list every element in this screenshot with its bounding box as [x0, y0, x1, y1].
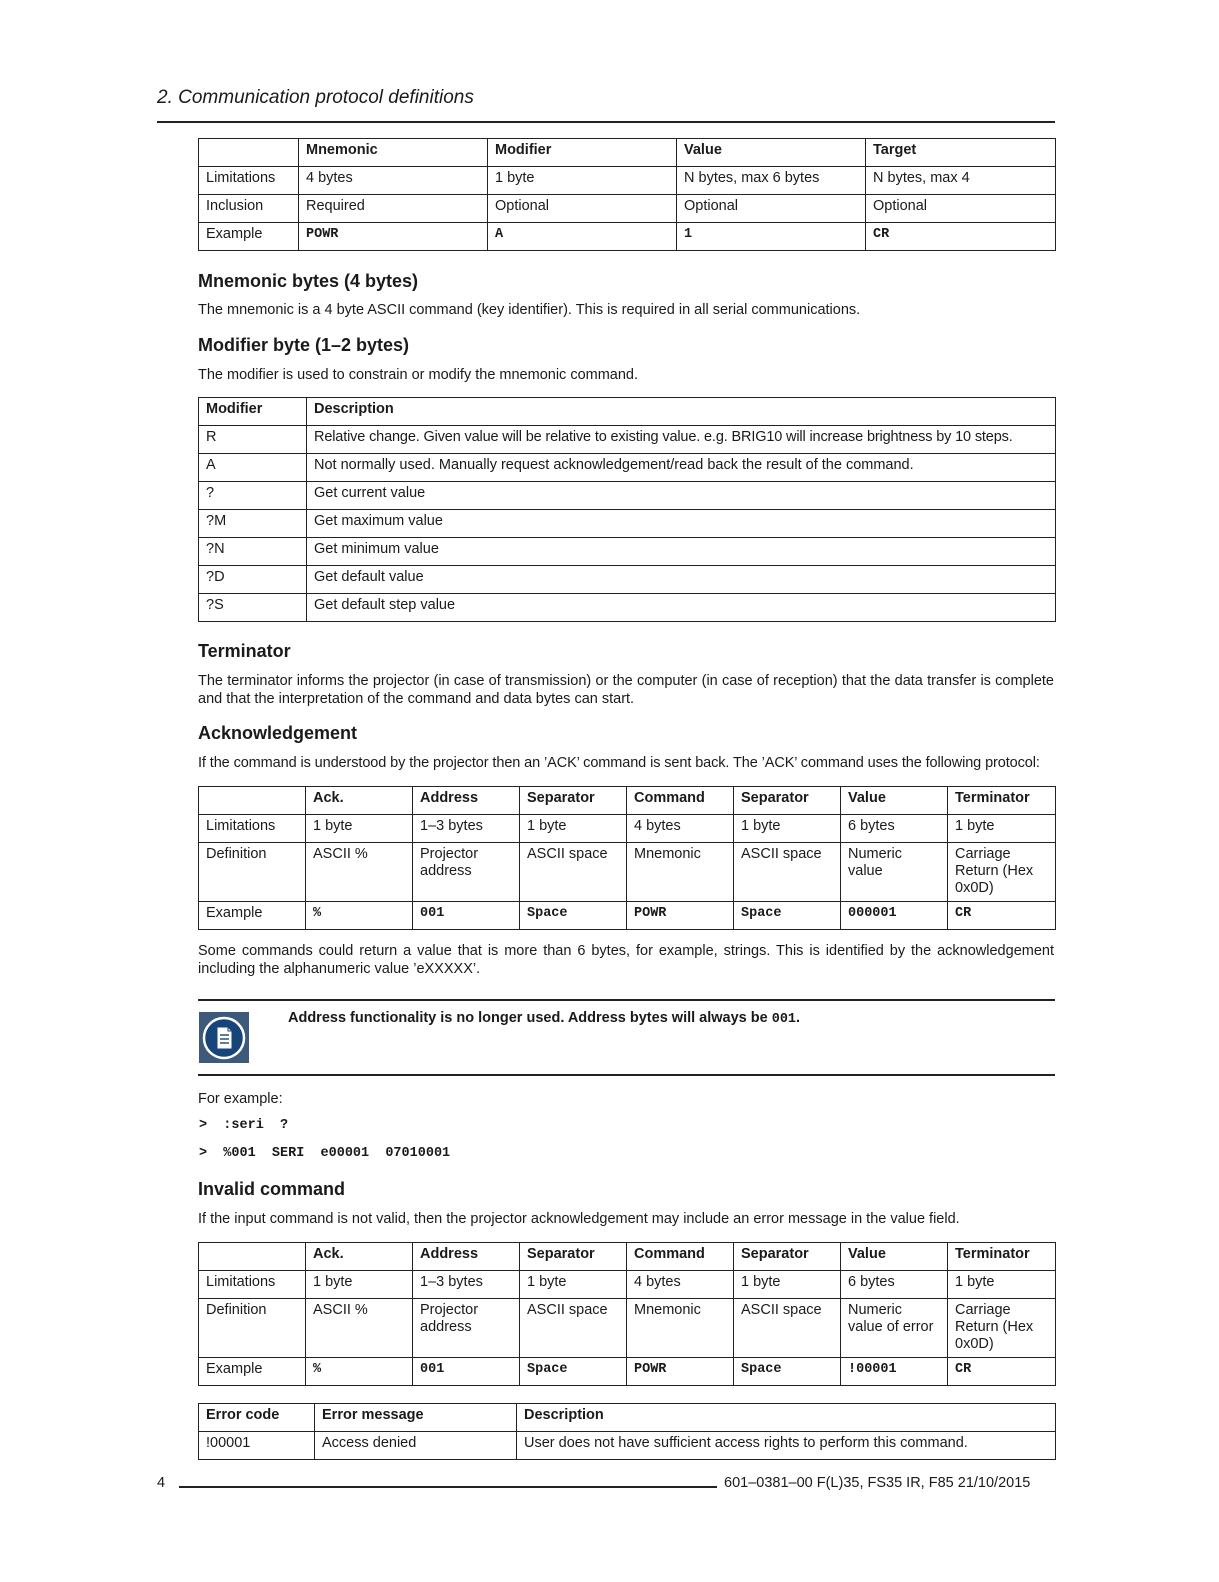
table-header-cell: Ack. [306, 787, 413, 815]
table-cell: User does not have sufficient access rights to perform this command. [517, 1432, 1056, 1460]
table-cell: Definition [199, 843, 306, 902]
note-text-main: Address functionality is no longer used. Address bytes will always be [288, 1010, 772, 1026]
table-header-row [199, 787, 1056, 815]
table-cell: ASCII space [734, 1299, 841, 1358]
table-cell: 1 byte [734, 1271, 841, 1299]
table-row [199, 1432, 1056, 1460]
table-cell: ?D [199, 566, 307, 594]
table-cell: Optional [866, 195, 1056, 223]
table-row [199, 538, 1056, 566]
table-cell: Get default step value [307, 594, 1056, 622]
note-icon [199, 1012, 249, 1063]
table-header-cell: Terminator [948, 1243, 1056, 1271]
table-header-row [199, 1243, 1056, 1271]
page-number: 4 [157, 1475, 166, 1491]
section-heading-terminator: Terminator [198, 641, 291, 661]
invalid-text: If the input command is not valid, then the projector acknowledgement may include an error message in the value field. [198, 1211, 960, 1227]
table-cell: Optional [488, 195, 677, 223]
table-row [199, 815, 1056, 843]
table-cell: !00001 [841, 1358, 948, 1386]
mnemonic-text: The mnemonic is a 4 byte ASCII command (key identifier). This is required in all serial communications. [198, 302, 861, 318]
table-cell: CR [866, 223, 1056, 251]
table-cell: Relative change. Given value will be relative to existing value. e.g. BRIG10 will increase brightness by 10 steps. [307, 426, 1056, 454]
modifier-table [198, 397, 1056, 622]
table-cell: Inclusion [199, 195, 299, 223]
table-cell: Mnemonic [627, 843, 734, 902]
table-cell: N bytes, max 6 bytes [677, 167, 866, 195]
table-cell: Carriage Return (Hex 0x0D) [948, 1299, 1056, 1358]
table-cell: POWR [299, 223, 488, 251]
example-code-line-2: > %001 SERI e00001 07010001 [199, 1146, 451, 1161]
table-cell: 001 [413, 902, 520, 930]
note-code: 001 [771, 1012, 797, 1027]
table-header-cell: Target [866, 139, 1056, 167]
section-heading-acknowledgement: Acknowledgement [198, 723, 358, 743]
table-cell: 1 byte [948, 1271, 1056, 1299]
table-cell: 1 byte [306, 1271, 413, 1299]
table-cell: Example [199, 902, 306, 930]
table-cell: Definition [199, 1299, 306, 1358]
acknowledgement-text: If the command is understood by the projector then an ’ACK’ command is sent back. The ’ACK’ command uses the following protocol: [198, 755, 1040, 771]
table-cell: ASCII space [520, 1299, 627, 1358]
table-cell: A [199, 454, 307, 482]
table-header-cell: Address [413, 787, 520, 815]
table-cell: Space [520, 1358, 627, 1386]
table-cell: Limitations [199, 167, 299, 195]
table-header-cell: Value [841, 1243, 948, 1271]
table-cell: ASCII % [306, 1299, 413, 1358]
table-cell: Example [199, 223, 299, 251]
table-cell: % [306, 902, 413, 930]
error-code-table [198, 1403, 1056, 1460]
table-cell: 1 byte [488, 167, 677, 195]
table-cell: 000001 [841, 902, 948, 930]
table-cell: POWR [627, 902, 734, 930]
section-heading-mnemonic: Mnemonic bytes (4 bytes) [198, 271, 419, 291]
table-row [199, 1299, 1056, 1358]
table-cell: Projector address [413, 843, 520, 902]
chapter-title: 2. Communication protocol definitions [157, 87, 474, 108]
modifier-text: The modifier is used to constrain or modify the mnemonic command. [198, 367, 639, 383]
note-icon-graphic [202, 1016, 246, 1060]
table-header-cell [199, 139, 299, 167]
table-cell: 6 bytes [841, 1271, 948, 1299]
example-code-line-1: > :seri ? [199, 1118, 289, 1133]
table-header-cell: Mnemonic [299, 139, 488, 167]
table-cell: Numeric value of error [841, 1299, 948, 1358]
table-header-cell: Description [517, 1404, 1056, 1432]
table-cell: Limitations [199, 815, 306, 843]
table-cell: Get maximum value [307, 510, 1056, 538]
note-bottom-rule [198, 1074, 1055, 1076]
table-row [199, 454, 1056, 482]
table-header-cell: Modifier [488, 139, 677, 167]
some-commands-text: Some commands could return a value that is more than 6 bytes, for example, strings. This is identified by the acknowledgement including the alphanumeric value ’eXXXXX’. [198, 943, 1054, 977]
table-cell: Carriage Return (Hex 0x0D) [948, 843, 1056, 902]
table-cell: 1 byte [520, 815, 627, 843]
terminator-text: The terminator informs the projector (in case of transmission) or the computer (in case of reception) that the data transfer is complete and that the interpretation of the command and data bytes can start. [198, 673, 1054, 707]
table-header-row [199, 398, 1056, 426]
table-cell: ?M [199, 510, 307, 538]
table-cell: 1–3 bytes [413, 1271, 520, 1299]
table-cell: 6 bytes [841, 815, 948, 843]
table-cell: Required [299, 195, 488, 223]
table-cell: 1–3 bytes [413, 815, 520, 843]
table-header-cell [199, 1243, 306, 1271]
table-row [199, 1358, 1056, 1386]
table-cell: ASCII space [520, 843, 627, 902]
header-rule [157, 121, 1055, 123]
table-cell: Projector address [413, 1299, 520, 1358]
table-header-cell: Terminator [948, 787, 1056, 815]
table-row [199, 167, 1056, 195]
table-cell: Space [734, 1358, 841, 1386]
table-cell: 1 byte [306, 815, 413, 843]
table-header-cell: Value [677, 139, 866, 167]
table-cell: ? [199, 482, 307, 510]
table-cell: 4 bytes [627, 815, 734, 843]
table-header-cell: Address [413, 1243, 520, 1271]
command-structure-table [198, 138, 1056, 251]
table-cell: Get current value [307, 482, 1056, 510]
table-cell: 4 bytes [627, 1271, 734, 1299]
table-header-cell [199, 787, 306, 815]
section-heading-invalid: Invalid command [198, 1179, 346, 1199]
table-cell: Get default value [307, 566, 1056, 594]
table-header-cell: Ack. [306, 1243, 413, 1271]
invalid-ack-table [198, 1242, 1056, 1386]
table-cell: 1 byte [734, 815, 841, 843]
table-cell: A [488, 223, 677, 251]
table-row [199, 1271, 1056, 1299]
table-header-cell: Separator [734, 787, 841, 815]
table-row [199, 510, 1056, 538]
table-cell: ASCII % [306, 843, 413, 902]
table-cell: ?S [199, 594, 307, 622]
table-cell: R [199, 426, 307, 454]
table-header-row [199, 139, 1056, 167]
table-cell: Numeric value [841, 843, 948, 902]
table-cell: Example [199, 1358, 306, 1386]
table-header-cell: Error message [315, 1404, 517, 1432]
note-text [288, 1010, 800, 1027]
table-cell: 1 byte [520, 1271, 627, 1299]
section-heading-modifier: Modifier byte (1–2 bytes) [198, 335, 410, 355]
table-cell: 1 [677, 223, 866, 251]
table-header-cell: Value [841, 787, 948, 815]
table-cell: 1 byte [948, 815, 1056, 843]
table-row [199, 195, 1056, 223]
table-cell: Limitations [199, 1271, 306, 1299]
footer-rule [179, 1486, 717, 1488]
table-header-cell: Modifier [199, 398, 307, 426]
table-cell: CR [948, 902, 1056, 930]
table-row [199, 902, 1056, 930]
table-cell: Access denied [315, 1432, 517, 1460]
table-header-cell: Separator [520, 787, 627, 815]
table-row [199, 566, 1056, 594]
table-header-cell: Separator [520, 1243, 627, 1271]
table-cell: Get minimum value [307, 538, 1056, 566]
table-cell: ?N [199, 538, 307, 566]
table-cell: Space [520, 902, 627, 930]
table-header-row [199, 1404, 1056, 1432]
table-row [199, 843, 1056, 902]
document-id: 601–0381–00 F(L)35, FS35 IR, F85 21/10/2015 [724, 1475, 1031, 1491]
table-cell: CR [948, 1358, 1056, 1386]
note-text-end: . [796, 1010, 801, 1026]
table-cell: Mnemonic [627, 1299, 734, 1358]
example-label: For example: [198, 1091, 283, 1107]
table-row [199, 223, 1056, 251]
table-cell: ASCII space [734, 843, 841, 902]
table-header-cell: Command [627, 1243, 734, 1271]
table-row [199, 594, 1056, 622]
table-cell: !00001 [199, 1432, 315, 1460]
table-header-cell: Description [307, 398, 1056, 426]
table-cell: 001 [413, 1358, 520, 1386]
table-cell: Optional [677, 195, 866, 223]
table-header-cell: Separator [734, 1243, 841, 1271]
table-cell: Not normally used. Manually request acknowledgement/read back the result of the command. [307, 454, 1056, 482]
table-cell: POWR [627, 1358, 734, 1386]
table-cell: 4 bytes [299, 167, 488, 195]
table-cell: % [306, 1358, 413, 1386]
table-cell: N bytes, max 4 [866, 167, 1056, 195]
table-row [199, 426, 1056, 454]
table-row [199, 482, 1056, 510]
table-header-cell: Error code [199, 1404, 315, 1432]
note-top-rule [198, 999, 1055, 1001]
ack-protocol-table [198, 786, 1056, 930]
table-header-cell: Command [627, 787, 734, 815]
table-cell: Space [734, 902, 841, 930]
